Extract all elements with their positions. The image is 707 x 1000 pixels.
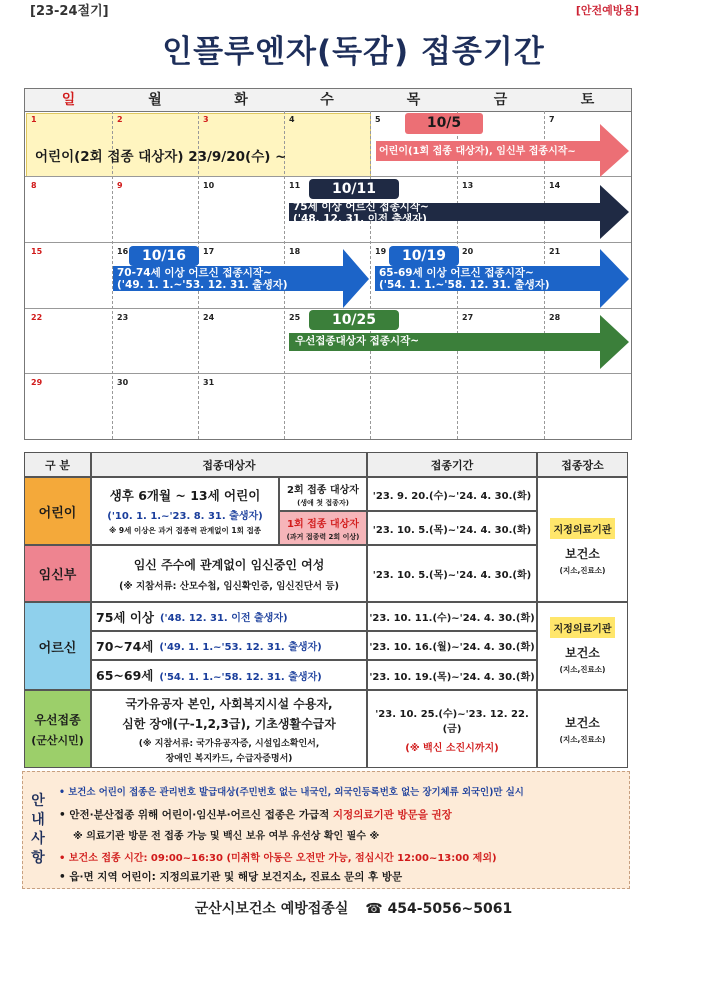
priority-target-line1: 국가유공자 본인, 사회복지시설 수용자,	[125, 696, 333, 711]
date-label-oct11: 10/11	[331, 181, 377, 197]
day-number: 14	[549, 181, 561, 190]
day-number: 24	[203, 313, 215, 322]
day-number: 18	[289, 247, 301, 256]
place-health-center: 보건소	[565, 715, 600, 730]
priority-target-line2: 심한 장애(구-1,2,3급), 기초생활수급자	[122, 716, 336, 731]
notice-side-label	[23, 772, 53, 888]
elderly-period-70: '23. 10. 16.(월)~'24. 4. 30.(화)	[367, 631, 537, 660]
elderly-birth-75: ('48. 12. 31. 이전 출생자)	[159, 613, 288, 624]
notice-line-3: ※ 의료기관 방문 전 접종 가능 및 백신 보유 여부 유선상 확인 필수 ※	[73, 831, 380, 842]
weekday-sat: 토	[580, 92, 595, 108]
day-number: 15	[31, 247, 43, 256]
footer-phone: 454-5056~5061	[387, 901, 513, 917]
elderly-age-75: 75세 이상	[96, 609, 154, 625]
notice-line-2a: • 안전·분산접종 위해 어린이·임신부·어르신 접종은 가급적	[59, 809, 333, 821]
notice-line-1: • 보건소 어린이 접종은 관리번호 발급대상(주민번호 없는 내국인, 외국인등록번호 없는 장기체류 외국인)만 실시	[59, 787, 524, 798]
weekday-thu: 목	[406, 92, 421, 108]
day-number: 13	[462, 181, 474, 190]
elderly-period-65: '23. 10. 19.(목)~'24. 4. 30.(화)	[367, 660, 537, 690]
category-pregnant: 임신부	[24, 545, 91, 602]
weekday-wed: 수	[320, 92, 334, 108]
notice-line-4: • 보건소 접종 시간: 09:00~16:30 (미취학 아동은 오전만 가능, 점심시간 12:00~13:00 제외)	[59, 853, 497, 864]
day-number: 9	[117, 181, 123, 190]
elderly-birth-65: ('54. 1. 1.~'58. 12. 31. 출생자)	[159, 671, 322, 683]
category-kids: 어린이	[24, 477, 91, 545]
place-sub: (지소,진료소)	[559, 734, 606, 744]
event-text-oct25: 우선접종대상자 접종시작~	[295, 335, 420, 347]
header-category: 구 분	[24, 452, 91, 477]
weekday-tue: 화	[234, 92, 248, 108]
priority-label-line2: (군산시민)	[31, 733, 84, 747]
day-number: 21	[549, 247, 561, 256]
event-text-oct19-line2: ('54. 1. 1.~'58. 12. 31. 출생자)	[379, 279, 550, 291]
kids-second-dose-text: 어린이(2회 접종 대상자) 23/9/20(수) ~	[35, 149, 287, 165]
elderly-row-70	[91, 631, 367, 660]
notice-side-char: 항	[31, 850, 45, 866]
event-text-oct5: 어린이(1회 접종 대상자), 임신부 접종시작~	[379, 146, 576, 157]
priority-period-cell	[367, 690, 537, 768]
kids-second-dose-period: '23. 9. 20.(수)~'24. 4. 30.(화)	[367, 477, 537, 511]
priority-label-line1: 우선접종	[34, 712, 81, 727]
phone-icon: ☎	[365, 901, 383, 917]
priority-docs-line2: 장애인 복지카드, 수급자증명서)	[165, 753, 293, 764]
footer-contact	[0, 898, 707, 918]
category-elderly: 어르신	[24, 602, 91, 690]
place-elderly	[537, 602, 628, 690]
kids-birth-range: ('10. 1. 1.~'23. 8. 31. 출생자)	[107, 511, 263, 522]
header-period: 접종기간	[367, 452, 537, 477]
october-calendar	[24, 88, 632, 440]
day-number: 1	[31, 115, 37, 124]
header-place: 접종장소	[537, 452, 628, 477]
vaccination-table	[24, 452, 628, 768]
kids-first-dose-sub: (과거 접종력 2회 이상)	[286, 532, 360, 541]
notice-line-2	[59, 807, 452, 822]
notice-box	[22, 771, 630, 889]
date-label-oct5: 10/5	[426, 115, 462, 131]
place-clinic-badge: 지정의료기관	[550, 617, 616, 638]
day-number: 11	[289, 181, 301, 190]
day-number: 10	[203, 181, 215, 190]
header-target: 접종대상자	[91, 452, 367, 477]
kids-target-cell	[91, 477, 279, 545]
elderly-birth-70: ('49. 1. 1.~'53. 12. 31. 출생자)	[159, 642, 322, 653]
event-text-oct11-line2: ('48. 12. 31. 이전 출생자)	[293, 213, 427, 225]
pregnant-target: 임신 주수에 관계없이 임신중인 여성	[133, 557, 325, 572]
pregnant-period: '23. 10. 5.(목)~'24. 4. 30.(화)	[367, 545, 537, 602]
event-text-oct16-line2: ('49. 1. 1.~'53. 12. 31. 출생자)	[117, 279, 288, 291]
elderly-row-75	[91, 602, 367, 631]
weekday-fri: 금	[493, 92, 508, 108]
kids-second-dose-label-cell	[279, 477, 367, 511]
day-number: 19	[375, 247, 387, 256]
place-priority	[537, 690, 628, 768]
event-text-oct19-line1: 65-69세 이상 어르신 접종시작~	[379, 267, 534, 279]
weekday-sun: 일	[61, 92, 76, 108]
event-arrows	[25, 89, 631, 439]
place-sub: (지소,진료소)	[559, 665, 606, 674]
day-number: 29	[31, 378, 43, 387]
event-text-oct11-line1: 75세 이상 어르신 접종시작~	[293, 201, 429, 213]
season-label: [23-24절기]	[30, 4, 109, 19]
day-number: 23	[117, 313, 129, 322]
day-number: 30	[117, 378, 129, 387]
place-kids-pregnant	[537, 477, 628, 602]
kids-second-dose-title: 2회 접종 대상자	[287, 484, 359, 496]
day-number: 8	[31, 181, 37, 190]
date-label-oct25: 10/25	[331, 312, 377, 328]
elderly-period-75: '23. 10. 11.(수)~'24. 4. 30.(화)	[367, 602, 537, 631]
place-health-center: 보건소	[565, 546, 600, 561]
elderly-age-70: 70~74세	[96, 638, 154, 654]
day-number: 31	[203, 378, 215, 387]
priority-docs-line1: (※ 지참서류: 국가유공자증, 시설입소확인서,	[138, 738, 320, 749]
elderly-row-65	[91, 660, 367, 690]
kids-first-dose-title: 1회 접종 대상자	[287, 518, 359, 530]
day-number: 25	[289, 313, 301, 322]
place-sub: (지소,진료소)	[559, 565, 606, 575]
day-number: 16	[117, 247, 129, 256]
notice-side-char: 내	[31, 812, 45, 828]
kids-target: 생후 6개월 ~ 13세 어린이	[109, 488, 261, 503]
day-number: 3	[203, 115, 209, 124]
day-number: 27	[462, 313, 474, 322]
day-number: 2	[117, 115, 123, 124]
page-title: 인플루엔자(독감) 접종기간	[162, 34, 545, 70]
priority-period-note: (※ 백신 소진시까지)	[405, 742, 499, 754]
event-text-oct16-line1: 70-74세 이상 어르신 접종시작~	[117, 267, 272, 279]
elderly-age-65: 65~69세	[96, 668, 154, 683]
day-number: 20	[462, 247, 474, 256]
day-number: 7	[549, 115, 555, 124]
notice-side-char: 안	[31, 793, 45, 809]
notice-side-char: 사	[31, 831, 45, 847]
kids-first-dose-period: '23. 10. 5.(목)~'24. 4. 30.(화)	[367, 511, 537, 545]
day-number: 17	[203, 247, 215, 256]
footer-org: 군산시보건소 예방접종실	[194, 901, 349, 917]
day-number: 28	[549, 313, 561, 322]
date-label-oct19: 10/19	[401, 248, 447, 264]
kids-first-dose-label-cell	[279, 511, 367, 545]
date-label-oct16: 10/16	[141, 248, 187, 264]
day-number: 4	[289, 115, 295, 124]
notice-line-5: • 읍·면 지역 어린이: 지정의료기관 및 해당 보건지소, 진료소 문의 후 방문	[59, 871, 403, 883]
kids-second-dose-sub: (생애 첫 접종자)	[297, 498, 349, 507]
priority-period: '23. 10. 25.(수)~'23. 12. 22.(금)	[375, 708, 529, 735]
pregnant-docs: (※ 지참서류: 산모수첩, 임신확인증, 임신진단서 등)	[119, 580, 339, 592]
notice-line-2b: 지정의료기관 방문을 권장	[332, 809, 452, 821]
place-health-center: 보건소	[565, 646, 600, 660]
category-priority	[24, 690, 91, 768]
weekday-mon: 월	[148, 92, 162, 108]
day-number: 22	[31, 313, 43, 322]
place-clinic-badge: 지정의료기관	[550, 518, 616, 539]
priority-target-cell	[91, 690, 367, 768]
kids-note: ※ 9세 이상은 과거 접종력 관계없이 1회 접종	[109, 526, 261, 535]
day-number: 5	[375, 115, 381, 124]
pregnant-target-cell	[91, 545, 367, 602]
stamp-label: [안전예방용]	[575, 4, 639, 17]
